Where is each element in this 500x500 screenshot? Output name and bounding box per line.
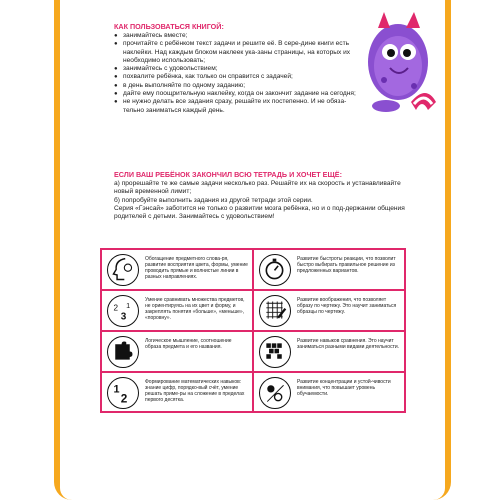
- legend-text: Умение сравнивать множества предметов, не ориентируясь на их цвет и форму, и закреплять понятия «больше», «меньше», «поровну».: [145, 297, 245, 322]
- svg-text:3: 3: [120, 311, 127, 323]
- circles-icon: [259, 377, 291, 409]
- stopwatch-icon: [259, 254, 291, 286]
- svg-text:1: 1: [113, 383, 120, 396]
- usage-heading: КАК ПОЛЬЗОВАТЬСЯ КНИГОЙ:: [114, 22, 224, 31]
- legend-text: Развитие навыков сравнения. Это научит заниматься разными видами деятельности.: [297, 338, 400, 351]
- instruction-item: ● в день выполняйте по одному заданию;: [114, 82, 366, 90]
- legend-cell: [102, 291, 252, 332]
- legend-cell: [254, 291, 404, 332]
- legend-text: Развитие быстроты реакции, что позволит быстро выбирать правильное решение из предложенных вариантов.: [297, 256, 396, 275]
- svg-text:1: 1: [126, 300, 131, 310]
- svg-text:2: 2: [113, 303, 118, 313]
- legend-text: Логическое мышление, соотношение образа предмета и его названия.: [145, 338, 232, 351]
- grid-pencil-icon: [259, 295, 291, 327]
- instruction-item: ● занимайтесь вместе;: [114, 32, 366, 40]
- face-profile-icon: [107, 254, 139, 286]
- legend-text: Развитие воображения, что позволяет образу по чертежу. Это научит заниматься образцы по чертежу.: [297, 297, 397, 316]
- legend-text: Обогащение предметного слова-ря, развитие восприятия цвета, формы, умение проводить прямые и волнистые линии в разных направлениях.: [145, 256, 248, 281]
- legend-cell: [254, 250, 404, 291]
- one-two-icon: [107, 377, 139, 409]
- svg-text:2: 2: [120, 392, 128, 406]
- finished-section: [114, 170, 414, 221]
- finished-heading: ЕСЛИ ВАШ РЕБЁНОК ЗАКОНЧИЛ ВСЮ ТЕТРАДЬ И ХОЧЕТ ЕЩЁ:: [114, 170, 343, 179]
- legend-cell: [102, 332, 252, 373]
- blocks-icon: [259, 336, 291, 368]
- puzzle-icon: [107, 336, 139, 368]
- instruction-item: ● прочитайте с ребёнком текст задачи и решите её. В сере-дине книги есть наклейки. Над каждым блоком наклеек ука-заны страницы, на которых их необходимо использовать;: [114, 40, 366, 65]
- legend-cell: [102, 373, 252, 414]
- legend-cell: [254, 332, 404, 373]
- legend-cell: [254, 373, 404, 414]
- instruction-item: ● дайте ему поощрительную наклейку, когда он закончит задание на сегодня;: [114, 90, 366, 98]
- legend-text: Развитие концентрации и устой-чивости внимания, что повышает уровень обучаемости.: [297, 379, 391, 398]
- instruction-item: ● не нужно делать все задания сразу, решайте их постепенно. И не обяза-тельно заниматься каждый день.: [114, 98, 366, 115]
- finished-option-b: б) попробуйте выполнить задания из другой тетради этой серии.: [114, 196, 313, 204]
- instruction-item: ● похвалите ребёнка, как только он справится с задачей;: [114, 73, 366, 81]
- numbers-icon: [107, 295, 139, 327]
- usage-instructions: [114, 22, 366, 115]
- legend-cell: [102, 250, 252, 291]
- series-note: Серия «Гэнсай» заботится не только о развитии мозга ребёнка, но и о под-держании общения родителей с детьми. Занимайтесь с удовольствием!: [114, 204, 405, 221]
- book-page: [60, 0, 445, 500]
- monster-mascot-icon: [356, 6, 442, 118]
- skills-legend-grid: [100, 248, 406, 413]
- legend-text: Формирование математических навыков: знание цифр, порядко-вый счёт, умение решать приме-ры на сложение в пределах первого десятка.: [145, 379, 245, 404]
- finished-option-a: а) прорешайте те же самые задачи несколько раз. Решайте их на скорость и устанавливайте новый временной лимит;: [114, 180, 401, 196]
- instruction-item: ● занимайтесь с удовольствием;: [114, 65, 366, 73]
